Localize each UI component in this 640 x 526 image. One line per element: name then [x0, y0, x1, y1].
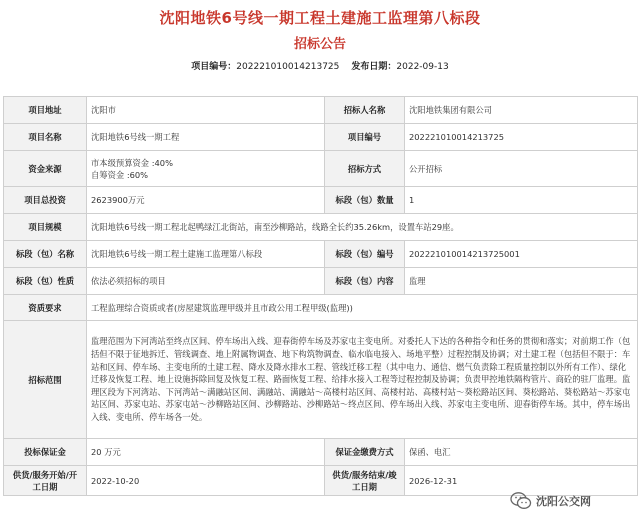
- label-bond-payment: 保证金缴费方式: [325, 439, 405, 466]
- value-tenderer-name: 沈阳地铁集团有限公司: [405, 97, 638, 124]
- label-start-date-line1: 供货/服务开始/开: [12, 469, 78, 480]
- value-fund-source: [87, 151, 325, 187]
- value-tender-scope: 监理范围为下河湾站至终点区间、停车场出入线、迎春街停车场及苏家屯主变电所。对委托人下达的各种指令和任务的贯彻和落实；对前期工作（包括但不限于征地拆迁、管线调查、地上附属物调查、地下构筑物调查、临水临电接入、场地平整）过程控制及协调；对土建工程（包括但不限于：车站和区间、停车场、主变电所的土建工程、降水及降水排水工程、管线迁移工程（其中电力、通信、燃气负责除工程质量控制以外所有工作）、绿化迁移及恢复工程、地上设施拆除回复及恢复工程、路面恢复工程、给排水接入工程等过程控制及协调；负责甲控地铁隔构管片、商砼的驻厂监理。监理区段为下河湾站、下河湾站～满融站区间、满融站、满融站～高楼村站区间、高楼村站、高楼村站～葵松路站区间、葵松路站、葵松路站～苏家屯站区间、苏家屯站、苏家屯站～沙柳路站区间、沙柳路站、沙柳路站～终点区间、停车场出入线、苏家屯主变电所、迎春街停车场。其中，停车场出入线、变电所、停车场各一处。: [87, 321, 638, 439]
- label-project-name: 项目名称: [4, 124, 87, 151]
- value-bond-payment: 保函、电汇: [405, 439, 638, 466]
- label-fund-source: 资金来源: [4, 151, 87, 187]
- table-row: [4, 187, 638, 214]
- page-subtitle: 招标公告: [293, 37, 346, 52]
- table-row: [4, 321, 638, 439]
- label-section-count: 标段（包）数量: [325, 187, 405, 214]
- meta-line: [0, 60, 640, 74]
- value-end-date: 2026-12-31: [405, 466, 638, 496]
- label-bid-bond: 投标保证金: [4, 439, 87, 466]
- page-title: 沈阳地铁6号线一期工程土建施工监理第八标段: [159, 9, 481, 27]
- label-section-number: 标段（包）编号: [325, 241, 405, 268]
- value-section-nature: 依法必须招标的项目: [87, 268, 325, 295]
- label-project-address: 项目地址: [4, 97, 87, 124]
- label-section-name: 标段（包）名称: [4, 241, 87, 268]
- value-section-content: 监理: [405, 268, 638, 295]
- table-row: [4, 97, 638, 124]
- label-end-date-line1: 供货/服务结束/竣: [332, 469, 397, 480]
- publish-date-label: 发布日期：: [351, 62, 397, 72]
- fund-source-self: 自筹资金 :60%: [91, 169, 149, 180]
- table-row: [4, 214, 638, 241]
- project-no-label: 项目编号：: [191, 62, 237, 72]
- watermark-text: 沈阳公交网: [536, 495, 591, 508]
- fund-source-municipal: 市本级预算资金 :40%: [91, 157, 173, 168]
- table-row: [4, 151, 638, 187]
- value-qualification: 工程监理综合资质或者(房屋建筑监理甲级并且市政公用工程甲级(监理)): [87, 295, 638, 321]
- label-project-scale: 项目规模: [4, 214, 87, 241]
- label-end-date-line2: 工日期: [352, 481, 377, 492]
- value-start-date: 2022-10-20: [87, 466, 325, 496]
- value-project-number: 202221010014213725: [405, 124, 638, 151]
- table-row: [4, 241, 638, 268]
- publish-date: 2022-09-13: [396, 62, 449, 72]
- table-row: [4, 295, 638, 321]
- label-tender-scope: 招标范围: [4, 321, 87, 439]
- value-total-investment: 2623900万元: [87, 187, 325, 214]
- value-project-scale: 沈阳地铁6号线一期工程北起鸭绿江北街站，南至沙柳路站，线路全长约35.26km，设置车站29座。: [87, 214, 638, 241]
- label-project-number: 项目编号: [325, 124, 405, 151]
- value-project-address: 沈阳市: [87, 97, 325, 124]
- tender-info-table: [3, 96, 638, 496]
- table-row: [4, 439, 638, 466]
- wechat-icon: [510, 491, 532, 511]
- value-section-count: 1: [405, 187, 638, 214]
- watermark: [510, 490, 591, 512]
- value-section-number: 202221010014213725001: [405, 241, 638, 268]
- label-start-date-line2: 工日期: [32, 481, 58, 492]
- project-no: 2022210100142137​25: [236, 62, 340, 72]
- label-total-investment: 项目总投资: [4, 187, 87, 214]
- label-qualification: 资质要求: [4, 295, 87, 321]
- label-section-nature: 标段（包）性质: [4, 268, 87, 295]
- label-start-date: [4, 466, 87, 496]
- label-tenderer-name: 招标人名称: [325, 97, 405, 124]
- label-tender-method: 招标方式: [325, 151, 405, 187]
- value-tender-method: 公开招标: [405, 151, 638, 187]
- value-bid-bond: 20 万元: [87, 439, 325, 466]
- label-section-content: 标段（包）内容: [325, 268, 405, 295]
- label-end-date: [325, 466, 405, 496]
- table-row: [4, 268, 638, 295]
- table-row: [4, 124, 638, 151]
- value-project-name: 沈阳地铁6号线一期工程: [87, 124, 325, 151]
- value-section-name: 沈阳地铁6号线一期工程土建施工监理第八标段: [87, 241, 325, 268]
